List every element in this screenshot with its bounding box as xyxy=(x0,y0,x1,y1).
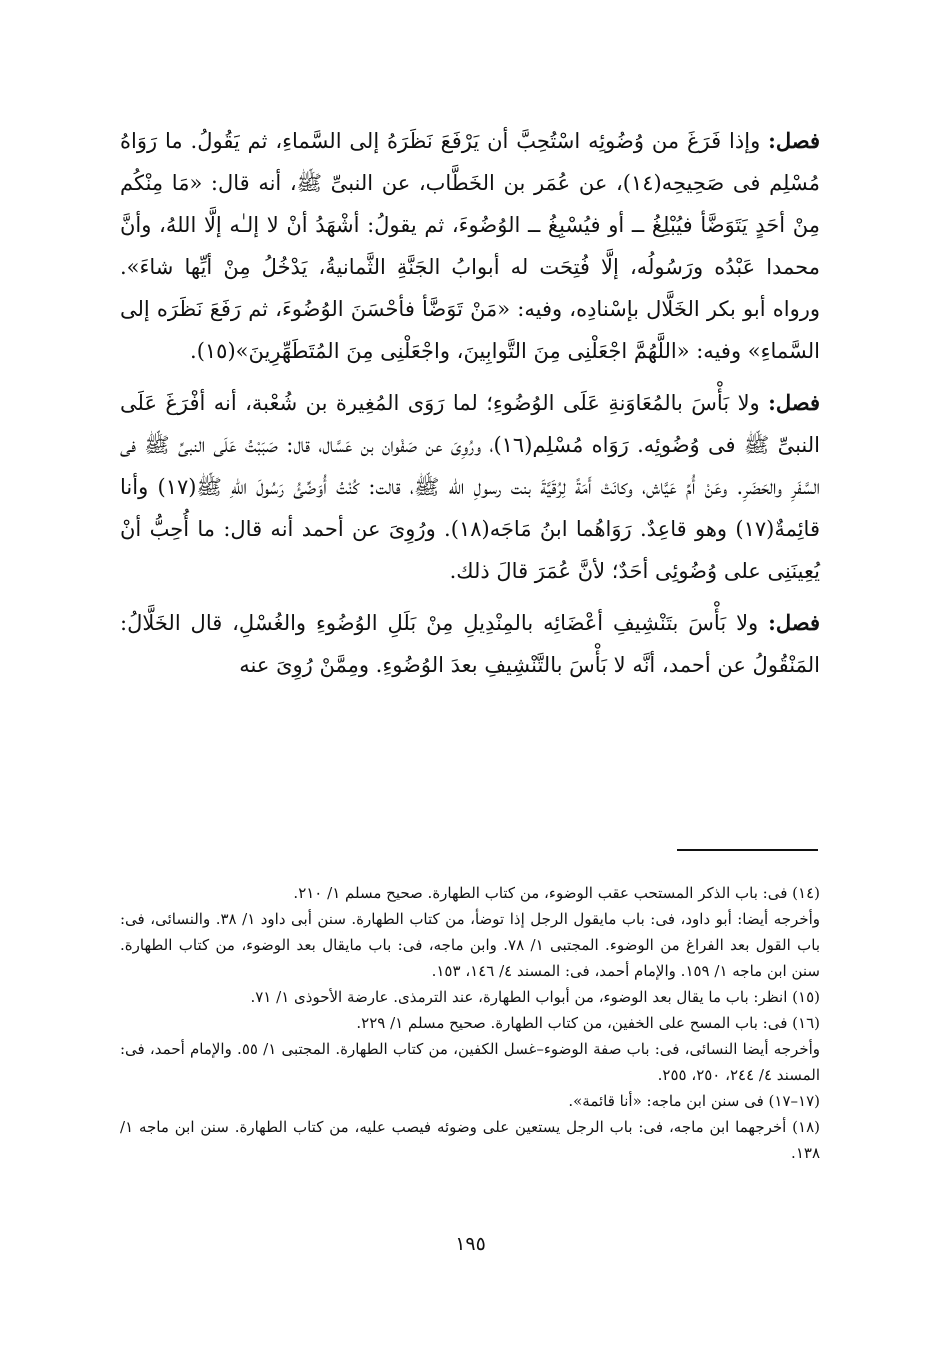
footnote: (١٨) أخرجهما ابن ماجه، فى: باب الرجل يستعين على وضوئه فيصب عليه، من كتاب الطهارة. سنن ابن ماجه ١/ ١٣٨. xyxy=(120,1118,820,1162)
footnote-separator xyxy=(677,849,818,851)
footnotes xyxy=(120,880,820,1166)
footnote: وأخرجه أيضا النسائى، فى: باب صفة الوضوء–غسل الكفين، من كتاب الطهارة. المجتبى ١/ ٥٥. والإمام أحمد، فى: المسند ٤/ ٢٤٤، ٢٥٠، ٢٥٥. xyxy=(120,1040,820,1084)
section-paragraph xyxy=(120,382,820,592)
footnote: (١٥) انظر: باب ما يقال بعد الوضوء، من أبواب الطهارة، عند الترمذى. عارضة الأحوذى ١/ ٧١. xyxy=(250,988,820,1006)
section-heading: فصل: xyxy=(768,610,820,635)
section-paragraph xyxy=(120,602,820,686)
paragraph-text: ولا بَأْسَ بالمُعَاوَنةِ عَلَى الوُضُوءِ؛ لما رَوَى المُغِيرة بن شُعْبة، أنه أفْرَغَ عَلَى النبىِّ ﷺ فى وُضُوئِه. رَوَاه مُسْلِم(١٦)، ورُوِىَ عن صَفْوان بن عَسَّال، قال: صَبَبْتُ عَلَى النبىِّ ﷺ فى السَّفَرِ والحَضَرِ. وعَنْ أُمِّ عَيَّاش، وكانَتْ أَمَةً لِرُقَيَّةَ بنت رسولِ الله ﷺ، قالت: كُنْتُ أُوَضِّئُ رَسُولَ اللهِ ﷺ(١٧) وأنا قائِمةٌ(١٧) وهو قاعِدٌ. رَوَاهُما ابنُ مَاجَه(١٨). ورُوِىَ عن أحمد أنه قال: ما أُحِبُّ أنْ يُعِينَنِى على وُضُوئِى أحَدٌ؛ لأنَّ عُمَرَ قالَ ذلك. xyxy=(120,391,820,583)
main-text xyxy=(120,120,820,696)
paragraph-text: ولا بَأْسَ بتَنْشِيفِ أعْضَائِه بالمِنْدِيلِ مِنْ بَلَلِ الوُضُوءِ والغُسْلِ، قال الخَلَّالُ: المَنْقُولُ عن أحمد، أنَّه لا بَأْسَ بالتَّنْشِيفِ بعدَ الوُضُوءِ. ومِمَّنْ رُوِىَ عنه xyxy=(120,611,820,677)
paragraph-text: وإذا فَرَغَ من وُضُوئِه اسْتُحِبَّ أن يَرْفَعَ نَظَرَهُ إلى السَّماءِ، ثم يَقُولُ. ما رَوَاهُ مُسْلِم فى صَحِيحِه(١٤)، عن عُمَر بن الخَطَّاب، عن النبىِّ ﷺ، أنه قال: «مَا مِنْكُم مِنْ أحَدٍ يَتَوَضَّأ فيُبْلِغُ ــ أو فيُسْبِغُ ــ الوُضُوءَ، ثم يقولُ: أشْهَدُ أنْ لا إلـٰه إلَّا اللهُ، وأنَّ محمدا عَبْدُه ورَسُولُه، إلَّا فُتِحَت له أبوابُ الجَنَّةِ الثَّمانيةُ، يَدْخُلُ مِنْ أيِّها شاءَ». ورواه أبو بكر الخَلَّال بإسْنادِه، وفيه: «مَنْ تَوَضَّأ فأحْسَنَ الوُضُوءَ، ثم رَفَعَ نَظَرَه إلى السَّماءِ» وفيه: «اللَّهُمَّ اجْعَلْنِى مِنَ التَّوابِينَ، واجْعَلْنِى مِنَ المُتَطَهِّرِينَ»(١٥). xyxy=(120,129,820,363)
footnote: (١٧–١٧) فى سنن ابن ماجه: «أنا قائمة». xyxy=(568,1092,820,1110)
page-number: ١٩٥ xyxy=(455,1233,486,1255)
section-heading: فصل: xyxy=(768,390,820,415)
footnote: وأخرجه أيضا: أبو داود، فى: باب مايقول الرجل إذا توضأ، من كتاب الطهارة. سنن أبى داود ١/ ٣٨. والنسائى، فى: باب القول بعد الفراغ من الوضوء. المجتبى ١/ ٧٨. وابن ماجه، فى: باب مايقال بعد الوضوء، من كتاب الطهارة. سنن ابن ماجه ١/ ١٥٩. والإمام أحمد، فى: المسند ٤/ ١٤٦، ١٥٣. xyxy=(120,910,820,980)
footnote: (١٤) فى: باب الذكر المستحب عقب الوضوء، من كتاب الطهارة. صحيح مسلم ١/ ٢١٠. xyxy=(293,884,820,902)
footnote: (١٦) فى: باب المسح على الخفين، من كتاب الطهارة. صحيح مسلم ١/ ٢٢٩. xyxy=(356,1014,820,1032)
section-heading: فصل: xyxy=(768,128,820,153)
section-paragraph xyxy=(120,120,820,372)
